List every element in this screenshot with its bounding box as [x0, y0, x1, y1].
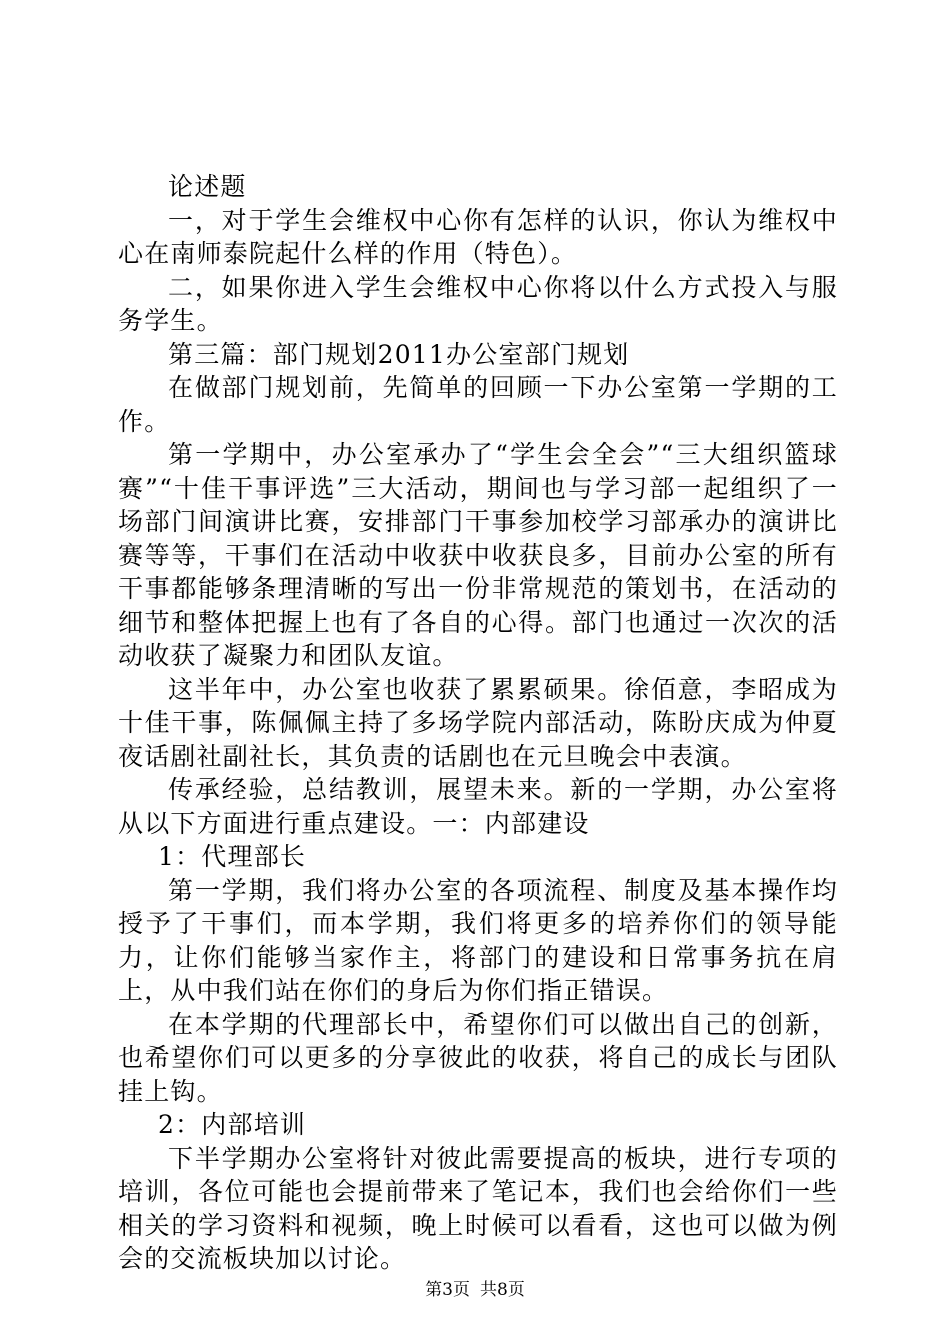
paragraph-achievements: 这半年中，办公室也收获了累累硕果。徐佰意，李昭成为十佳干事，陈佩佩主持了多场学院内部活动，陈盼庆成为仲夏夜话剧社副社长，其负责的话剧也在元旦晚会中表演。: [118, 674, 838, 771]
subheading-internal-training: 2：内部培训: [158, 1110, 307, 1139]
page-footer: [0, 1275, 950, 1300]
paragraph-acting-head: 第一学期，我们将办公室的各项流程、制度及基本操作均授予了干事们，而本学期，我们将更多的培养你们的领导能力，让你们能够当家作主，将部门的建设和日常事务抗在肩上，从中我们站在你们的身后为你们指正错误。: [118, 875, 838, 1005]
page-number: 第3页: [425, 1280, 470, 1300]
paragraph-intro: 在做部门规划前，先简单的回顾一下办公室第一学期的工作。: [118, 373, 838, 436]
subheading-acting-head: 1：代理部长: [158, 842, 307, 871]
paragraph-acting-head-hopes: 在本学期的代理部长中，希望你们可以做出自己的创新，也希望你们可以更多的分享彼此的收获，将自己的成长与团队挂上钩。: [118, 1009, 838, 1106]
section-title: 第三篇：部门规划2011办公室部门规划: [168, 339, 630, 369]
question-one: 一，对于学生会维权中心你有怎样的认识，你认为维权中心在南师泰院起什么样的作用（特色）。: [118, 205, 838, 268]
paragraph-first-semester: 第一学期中，办公室承办了“学生会全会”“三大组织篮球赛”“十佳干事评选”三大活动，期间也与学习部一起组织了一场部门间演讲比赛，安排部门干事参加校学习部承办的演讲比赛等等，干事们在活动中收获中收获良多，目前办公室的所有干事都能够条理清晰的写出一份非常规范的策划书，在活动的细节和整体把握上也有了各自的心得。部门也通过一次次的活动收获了凝聚力和团队友谊。: [118, 440, 838, 670]
page-total: 共8页: [480, 1280, 525, 1300]
paragraph-internal-training: 下半学期办公室将针对彼此需要提高的板块，进行专项的培训，各位可能也会提前带来了笔记本，我们也会给你们一些相关的学习资料和视频，晚上时候可以看看，这也可以做为例会的交流板块加以讨论。: [118, 1143, 838, 1273]
question-two: 二，如果你进入学生会维权中心你将以什么方式投入与服务学生。: [118, 272, 838, 335]
paragraph-outlook: 传承经验，总结教训，展望未来。新的一学期，办公室将从以下方面进行重点建设。一：内部建设: [118, 775, 838, 838]
heading-essay-questions: 论述题: [168, 172, 247, 201]
document-body: [118, 170, 838, 1276]
